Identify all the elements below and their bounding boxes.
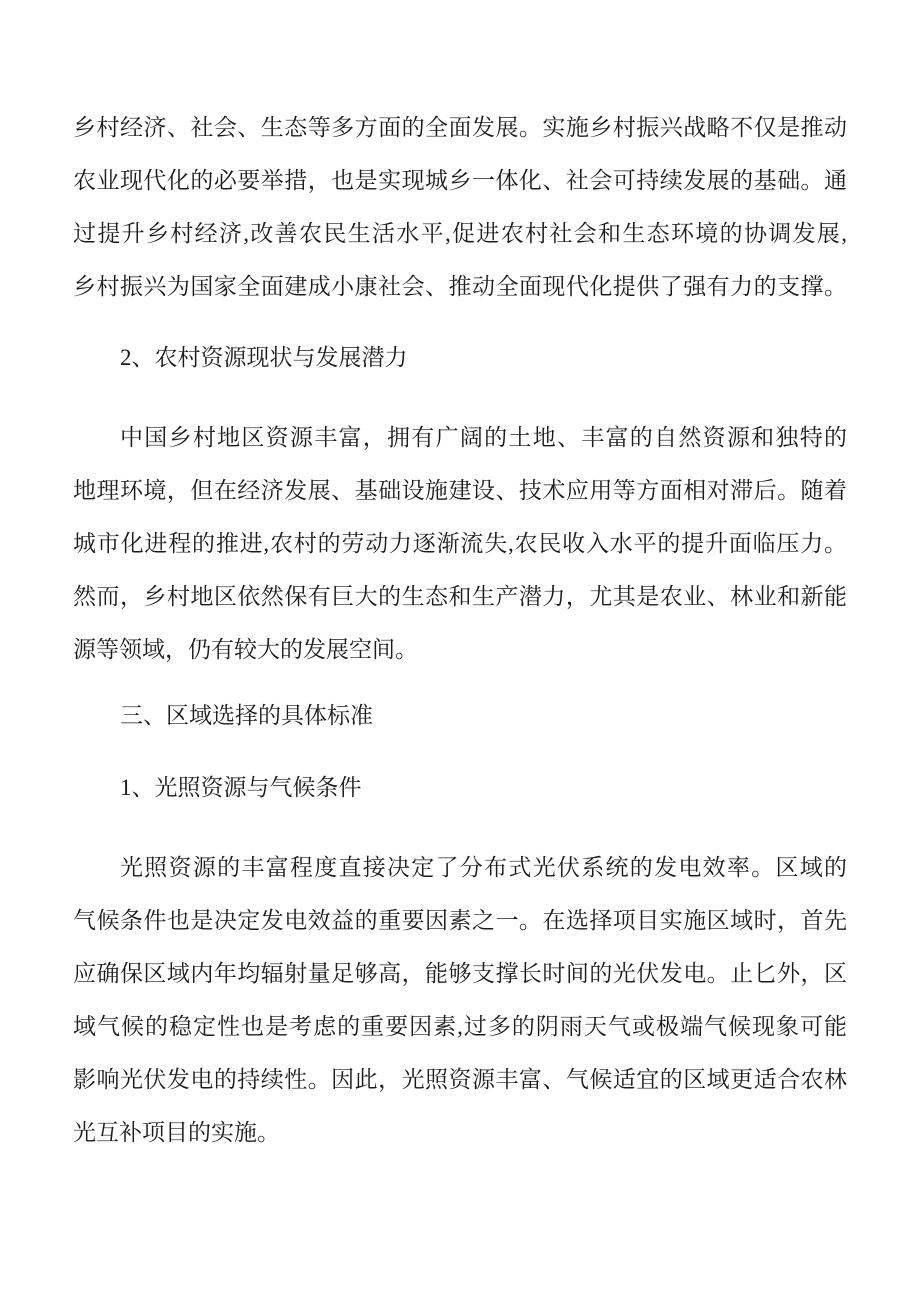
text-line: 然而，乡村地区依然保有巨大的生态和生产潜力，尤其是农业、林业和新能	[73, 584, 847, 609]
text-line: 源等领域，仍有较大的发展空间。	[73, 637, 418, 662]
text-line: 光互补项目的实施。	[73, 1120, 280, 1145]
text-line: 地理环境，但在经济发展、基础设施建设、技术应用等方面相对滞后。随着	[73, 478, 847, 503]
paragraph-rural-resources	[73, 411, 847, 676]
text-line: 乡村经济、社会、生态等多方面的全面发展。实施乡村振兴战略不仅是推动	[73, 115, 847, 140]
text-line: 中国乡村地区资源丰富，拥有广阔的土地、丰富的自然资源和独特的	[120, 425, 847, 450]
paragraph-rural-revitalization	[73, 101, 847, 313]
heading-text: 1、光照资源与气候条件	[120, 775, 362, 800]
heading-text: 2、农村资源现状与发展潜力	[120, 345, 408, 370]
text-line: 过提升乡村经济,改善农民生活水平,促进农村社会和生态环境的协调发展,	[73, 221, 847, 246]
text-line: 域气候的稳定性也是考虑的重要因素,过多的阴雨天气或极端气候现象可能	[73, 1014, 847, 1039]
section-heading-solar-climate	[73, 761, 847, 814]
text-line: 农业现代化的必要举措，也是实现城乡一体化、社会可持续发展的基础。通	[73, 168, 847, 193]
text-line: 城市化进程的推进,农村的劳动力逐渐流失,农民收入水平的提升面临压力。	[73, 531, 847, 556]
heading-text: 三、区域选择的具体标准	[120, 703, 373, 728]
text-line: 应确保区域内年均辐射量足够高，能够支撑长时间的光伏发电。止匕外，区	[73, 961, 847, 986]
paragraph-solar-climate	[73, 841, 847, 1159]
text-line: 乡村振兴为国家全面建成小康社会、推动全面现代化提供了强有力的支撑。	[73, 274, 847, 299]
text-line: 光照资源的丰富程度直接决定了分布式光伏系统的发电效率。区域的	[120, 855, 847, 880]
section-heading-rural-resources	[73, 331, 847, 384]
section-heading-region-criteria	[73, 689, 847, 742]
text-line: 影响光伏发电的持续性。因此，光照资源丰富、气候适宜的区域更适合农林	[73, 1067, 847, 1092]
text-line: 气候条件也是决定发电效益的重要因素之一。在选择项目实施区域时，首先	[73, 908, 847, 933]
